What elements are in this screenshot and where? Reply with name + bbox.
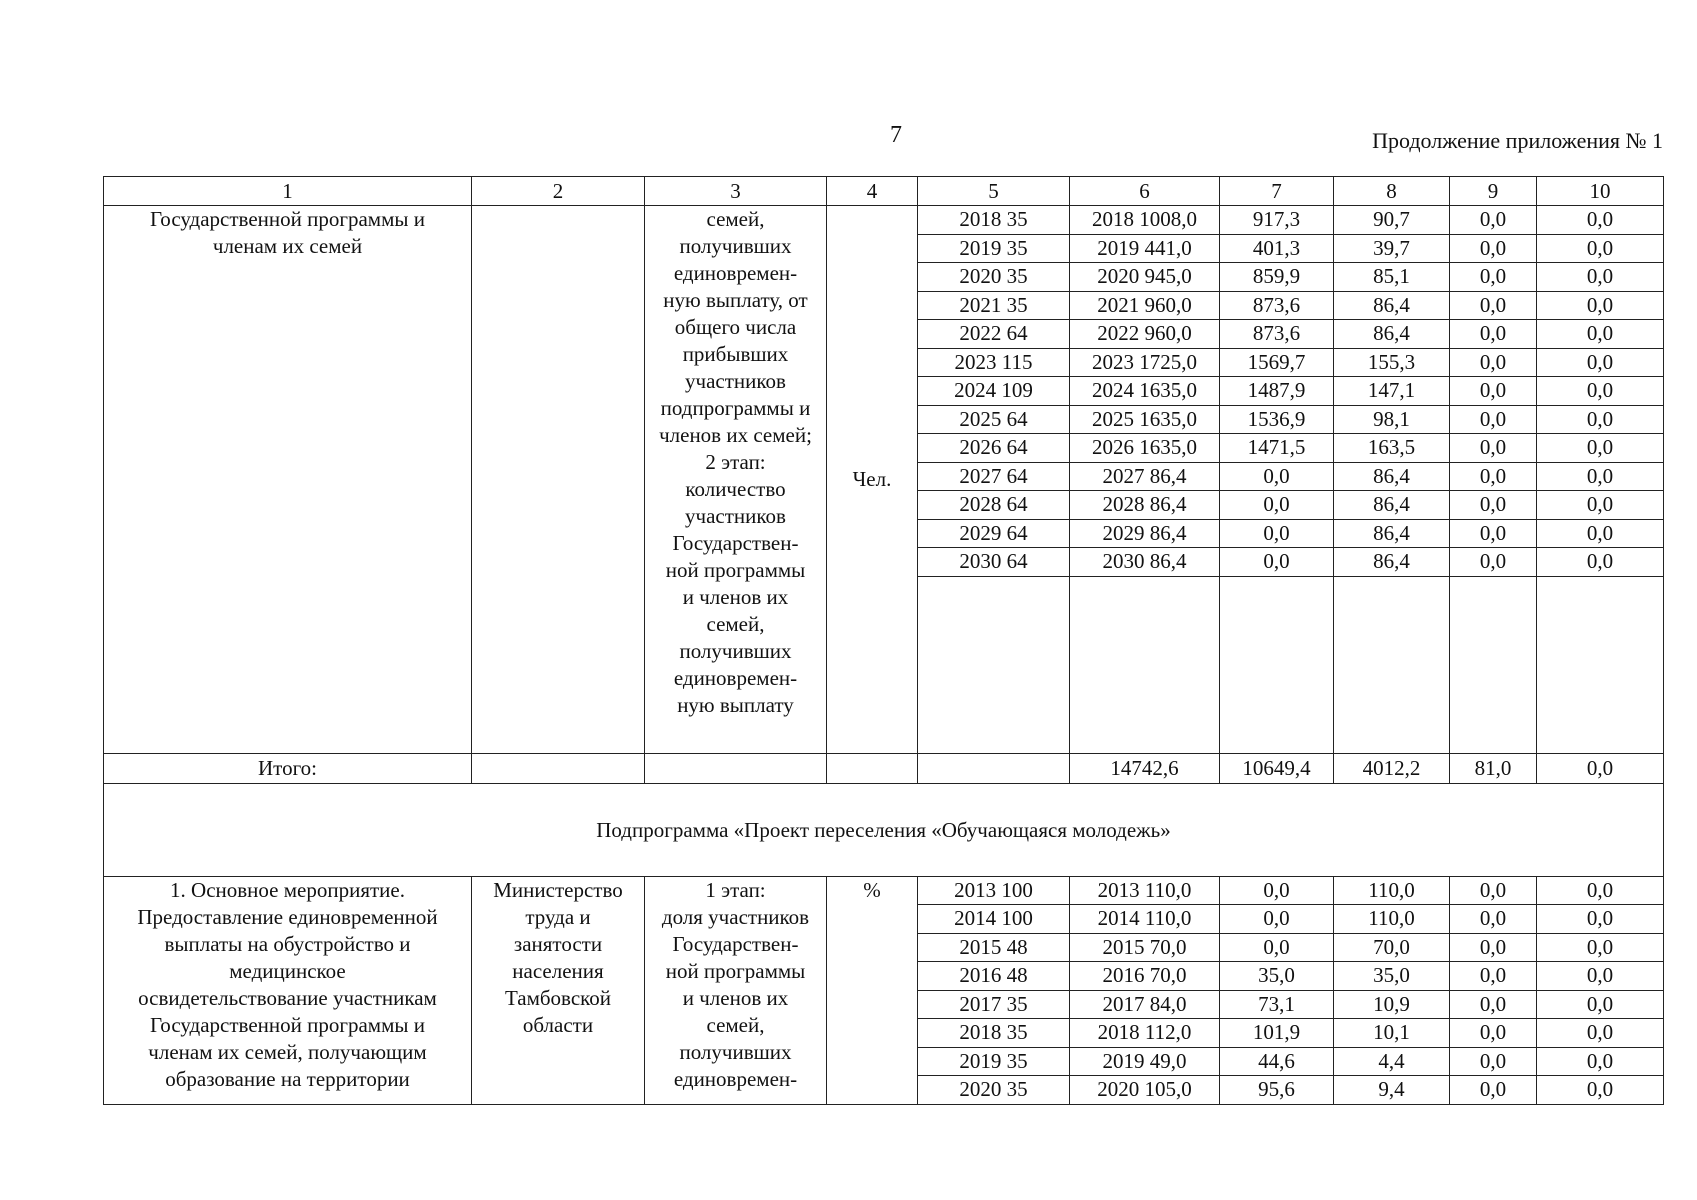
value-cell-c9: 0,0 xyxy=(1450,1076,1537,1105)
value-cell-c10: 0,0 xyxy=(1537,933,1664,962)
value-cell-c7: 0,0 xyxy=(1220,519,1334,548)
empty-cell xyxy=(645,753,827,783)
event-description-cell: Государственной программы и членам их семей xyxy=(104,206,472,754)
indicator-description-cell: семей, получивших единовремен- ную выплату, от общего числа прибывших участников подпрограммы и членов их семей; 2 этап: количество участников Государствен- ной программы и членов их семей, получивших единовремен- ную выплату xyxy=(645,206,827,754)
value-cell-c8: 155,3 xyxy=(1334,348,1450,377)
value-cell-c5: 2028 64 xyxy=(918,491,1070,520)
value-cell-c9: 0,0 xyxy=(1450,548,1537,577)
value-cell-c5: 2016 48 xyxy=(918,962,1070,991)
value-cell-c10: 0,0 xyxy=(1537,291,1664,320)
appendix-note: Продолжение приложения № 1 xyxy=(1372,128,1663,153)
value-cell-c9: 0,0 xyxy=(1450,320,1537,349)
value-cell-c6: 2021 960,0 xyxy=(1070,291,1220,320)
value-cell-c6: 2025 1635,0 xyxy=(1070,405,1220,434)
empty-cell xyxy=(1537,576,1664,753)
value-cell-c9: 0,0 xyxy=(1450,962,1537,991)
total-value-c6: 14742,6 xyxy=(1070,753,1220,783)
value-cell-c10: 0,0 xyxy=(1537,234,1664,263)
value-cell-c5: 2014 100 xyxy=(918,905,1070,934)
value-cell-c10: 0,0 xyxy=(1537,405,1664,434)
value-cell-c6: 2019 49,0 xyxy=(1070,1047,1220,1076)
value-cell-c7: 0,0 xyxy=(1220,933,1334,962)
value-cell-c5: 2017 35 xyxy=(918,990,1070,1019)
value-cell-c6: 2020 105,0 xyxy=(1070,1076,1220,1105)
empty-cell xyxy=(827,753,918,783)
value-cell-c7: 0,0 xyxy=(1220,462,1334,491)
value-cell-c6: 2028 86,4 xyxy=(1070,491,1220,520)
subprogram-title: Подпрограмма «Проект переселения «Обучающаяся молодежь» xyxy=(104,783,1664,876)
value-cell-c8: 86,4 xyxy=(1334,519,1450,548)
value-cell-c7: 35,0 xyxy=(1220,962,1334,991)
value-cell-c10: 0,0 xyxy=(1537,377,1664,406)
value-cell-c10: 0,0 xyxy=(1537,434,1664,463)
value-cell-c6: 2018 112,0 xyxy=(1070,1019,1220,1048)
value-cell-c10: 0,0 xyxy=(1537,905,1664,934)
value-cell-c5: 2013 100 xyxy=(918,876,1070,905)
value-cell-c8: 86,4 xyxy=(1334,320,1450,349)
empty-cell xyxy=(918,753,1070,783)
value-cell-c5: 2026 64 xyxy=(918,434,1070,463)
value-cell-c8: 147,1 xyxy=(1334,377,1450,406)
value-cell-c9: 0,0 xyxy=(1450,1047,1537,1076)
value-cell-c8: 90,7 xyxy=(1334,206,1450,235)
value-cell-c6: 2024 1635,0 xyxy=(1070,377,1220,406)
value-cell-c7: 95,6 xyxy=(1220,1076,1334,1105)
executor-cell: Министерство труда и занятости населения Тамбовской области xyxy=(472,876,645,1104)
value-cell-c7: 873,6 xyxy=(1220,320,1334,349)
value-cell-c6: 2013 110,0 xyxy=(1070,876,1220,905)
executor-cell xyxy=(472,206,645,754)
value-cell-c9: 0,0 xyxy=(1450,519,1537,548)
column-number-row xyxy=(104,177,1664,206)
value-cell-c9: 0,0 xyxy=(1450,263,1537,292)
value-cell-c6: 2029 86,4 xyxy=(1070,519,1220,548)
table-row xyxy=(104,206,1664,235)
event-description-cell: 1. Основное мероприятие. Предоставление единовременной выплаты на обустройство и медицинское освидетельствование участникам Государственной программы и членам их семей, получающим образование на территории xyxy=(104,876,472,1104)
column-number: 5 xyxy=(918,177,1070,206)
value-cell-c7: 1536,9 xyxy=(1220,405,1334,434)
empty-cell xyxy=(1070,576,1220,753)
value-cell-c9: 0,0 xyxy=(1450,377,1537,406)
value-cell-c10: 0,0 xyxy=(1537,1019,1664,1048)
value-cell-c5: 2023 115 xyxy=(918,348,1070,377)
table-body xyxy=(104,177,1664,1105)
value-cell-c7: 0,0 xyxy=(1220,548,1334,577)
total-value-c9: 81,0 xyxy=(1450,753,1537,783)
value-cell-c9: 0,0 xyxy=(1450,434,1537,463)
value-cell-c7: 101,9 xyxy=(1220,1019,1334,1048)
value-cell-c6: 2017 84,0 xyxy=(1070,990,1220,1019)
table-row xyxy=(104,876,1664,905)
value-cell-c10: 0,0 xyxy=(1537,462,1664,491)
column-number: 3 xyxy=(645,177,827,206)
value-cell-c8: 110,0 xyxy=(1334,905,1450,934)
value-cell-c9: 0,0 xyxy=(1450,933,1537,962)
value-cell-c9: 0,0 xyxy=(1450,905,1537,934)
value-cell-c8: 86,4 xyxy=(1334,291,1450,320)
column-number: 2 xyxy=(472,177,645,206)
value-cell-c8: 110,0 xyxy=(1334,876,1450,905)
value-cell-c6: 2015 70,0 xyxy=(1070,933,1220,962)
value-cell-c7: 44,6 xyxy=(1220,1047,1334,1076)
value-cell-c10: 0,0 xyxy=(1537,990,1664,1019)
value-cell-c8: 70,0 xyxy=(1334,933,1450,962)
value-cell-c7: 1471,5 xyxy=(1220,434,1334,463)
value-cell-c7: 1487,9 xyxy=(1220,377,1334,406)
unit-cell: Чел. xyxy=(827,206,918,754)
value-cell-c10: 0,0 xyxy=(1537,491,1664,520)
value-cell-c7: 1569,7 xyxy=(1220,348,1334,377)
column-number: 8 xyxy=(1334,177,1450,206)
value-cell-c5: 2015 48 xyxy=(918,933,1070,962)
column-number: 1 xyxy=(104,177,472,206)
value-cell-c9: 0,0 xyxy=(1450,348,1537,377)
value-cell-c5: 2024 109 xyxy=(918,377,1070,406)
value-cell-c7: 873,6 xyxy=(1220,291,1334,320)
value-cell-c5: 2021 35 xyxy=(918,291,1070,320)
value-cell-c5: 2030 64 xyxy=(918,548,1070,577)
value-cell-c6: 2023 1725,0 xyxy=(1070,348,1220,377)
value-cell-c10: 0,0 xyxy=(1537,263,1664,292)
empty-cell xyxy=(472,753,645,783)
value-cell-c8: 98,1 xyxy=(1334,405,1450,434)
value-cell-c5: 2025 64 xyxy=(918,405,1070,434)
value-cell-c9: 0,0 xyxy=(1450,405,1537,434)
total-label: Итого: xyxy=(104,753,472,783)
value-cell-c9: 0,0 xyxy=(1450,291,1537,320)
value-cell-c10: 0,0 xyxy=(1537,962,1664,991)
empty-cell xyxy=(918,576,1070,753)
total-row xyxy=(104,753,1664,783)
column-number: 9 xyxy=(1450,177,1537,206)
value-cell-c8: 85,1 xyxy=(1334,263,1450,292)
value-cell-c9: 0,0 xyxy=(1450,1019,1537,1048)
value-cell-c7: 73,1 xyxy=(1220,990,1334,1019)
value-cell-c8: 39,7 xyxy=(1334,234,1450,263)
value-cell-c7: 859,9 xyxy=(1220,263,1334,292)
value-cell-c10: 0,0 xyxy=(1537,1047,1664,1076)
value-cell-c9: 0,0 xyxy=(1450,876,1537,905)
value-cell-c8: 10,9 xyxy=(1334,990,1450,1019)
value-cell-c5: 2018 35 xyxy=(918,1019,1070,1048)
unit-cell: % xyxy=(827,876,918,1104)
value-cell-c5: 2020 35 xyxy=(918,263,1070,292)
total-value-c8: 4012,2 xyxy=(1334,753,1450,783)
value-cell-c7: 917,3 xyxy=(1220,206,1334,235)
empty-cell xyxy=(1220,576,1334,753)
value-cell-c6: 2019 441,0 xyxy=(1070,234,1220,263)
column-number: 7 xyxy=(1220,177,1334,206)
column-number: 10 xyxy=(1537,177,1664,206)
empty-cell xyxy=(1334,576,1450,753)
value-cell-c10: 0,0 xyxy=(1537,876,1664,905)
value-cell-c7: 0,0 xyxy=(1220,905,1334,934)
value-cell-c8: 35,0 xyxy=(1334,962,1450,991)
value-cell-c5: 2020 35 xyxy=(918,1076,1070,1105)
value-cell-c8: 10,1 xyxy=(1334,1019,1450,1048)
indicator-description-cell: 1 этап: доля участников Государствен- ной программы и членов их семей, получивших единовремен- xyxy=(645,876,827,1104)
value-cell-c6: 2030 86,4 xyxy=(1070,548,1220,577)
value-cell-c7: 0,0 xyxy=(1220,491,1334,520)
value-cell-c8: 9,4 xyxy=(1334,1076,1450,1105)
value-cell-c6: 2014 110,0 xyxy=(1070,905,1220,934)
value-cell-c9: 0,0 xyxy=(1450,990,1537,1019)
value-cell-c6: 2020 945,0 xyxy=(1070,263,1220,292)
value-cell-c8: 163,5 xyxy=(1334,434,1450,463)
column-number: 4 xyxy=(827,177,918,206)
total-value-c10: 0,0 xyxy=(1537,753,1664,783)
value-cell-c8: 4,4 xyxy=(1334,1047,1450,1076)
value-cell-c5: 2019 35 xyxy=(918,234,1070,263)
value-cell-c5: 2022 64 xyxy=(918,320,1070,349)
value-cell-c9: 0,0 xyxy=(1450,491,1537,520)
value-cell-c10: 0,0 xyxy=(1537,548,1664,577)
value-cell-c5: 2027 64 xyxy=(918,462,1070,491)
value-cell-c8: 86,4 xyxy=(1334,548,1450,577)
value-cell-c9: 0,0 xyxy=(1450,462,1537,491)
value-cell-c5: 2018 35 xyxy=(918,206,1070,235)
value-cell-c8: 86,4 xyxy=(1334,462,1450,491)
value-cell-c6: 2026 1635,0 xyxy=(1070,434,1220,463)
value-cell-c6: 2018 1008,0 xyxy=(1070,206,1220,235)
empty-cell xyxy=(1450,576,1537,753)
value-cell-c10: 0,0 xyxy=(1537,519,1664,548)
value-cell-c10: 0,0 xyxy=(1537,320,1664,349)
value-cell-c6: 2027 86,4 xyxy=(1070,462,1220,491)
total-value-c7: 10649,4 xyxy=(1220,753,1334,783)
value-cell-c8: 86,4 xyxy=(1334,491,1450,520)
column-number: 6 xyxy=(1070,177,1220,206)
value-cell-c5: 2019 35 xyxy=(918,1047,1070,1076)
appendix-table xyxy=(103,176,1664,1105)
value-cell-c5: 2029 64 xyxy=(918,519,1070,548)
value-cell-c6: 2016 70,0 xyxy=(1070,962,1220,991)
subprogram-row xyxy=(104,783,1664,876)
value-cell-c10: 0,0 xyxy=(1537,1076,1664,1105)
value-cell-c7: 401,3 xyxy=(1220,234,1334,263)
page-number: 7 xyxy=(890,122,902,148)
value-cell-c9: 0,0 xyxy=(1450,206,1537,235)
value-cell-c7: 0,0 xyxy=(1220,876,1334,905)
value-cell-c6: 2022 960,0 xyxy=(1070,320,1220,349)
value-cell-c10: 0,0 xyxy=(1537,348,1664,377)
value-cell-c10: 0,0 xyxy=(1537,206,1664,235)
value-cell-c9: 0,0 xyxy=(1450,234,1537,263)
